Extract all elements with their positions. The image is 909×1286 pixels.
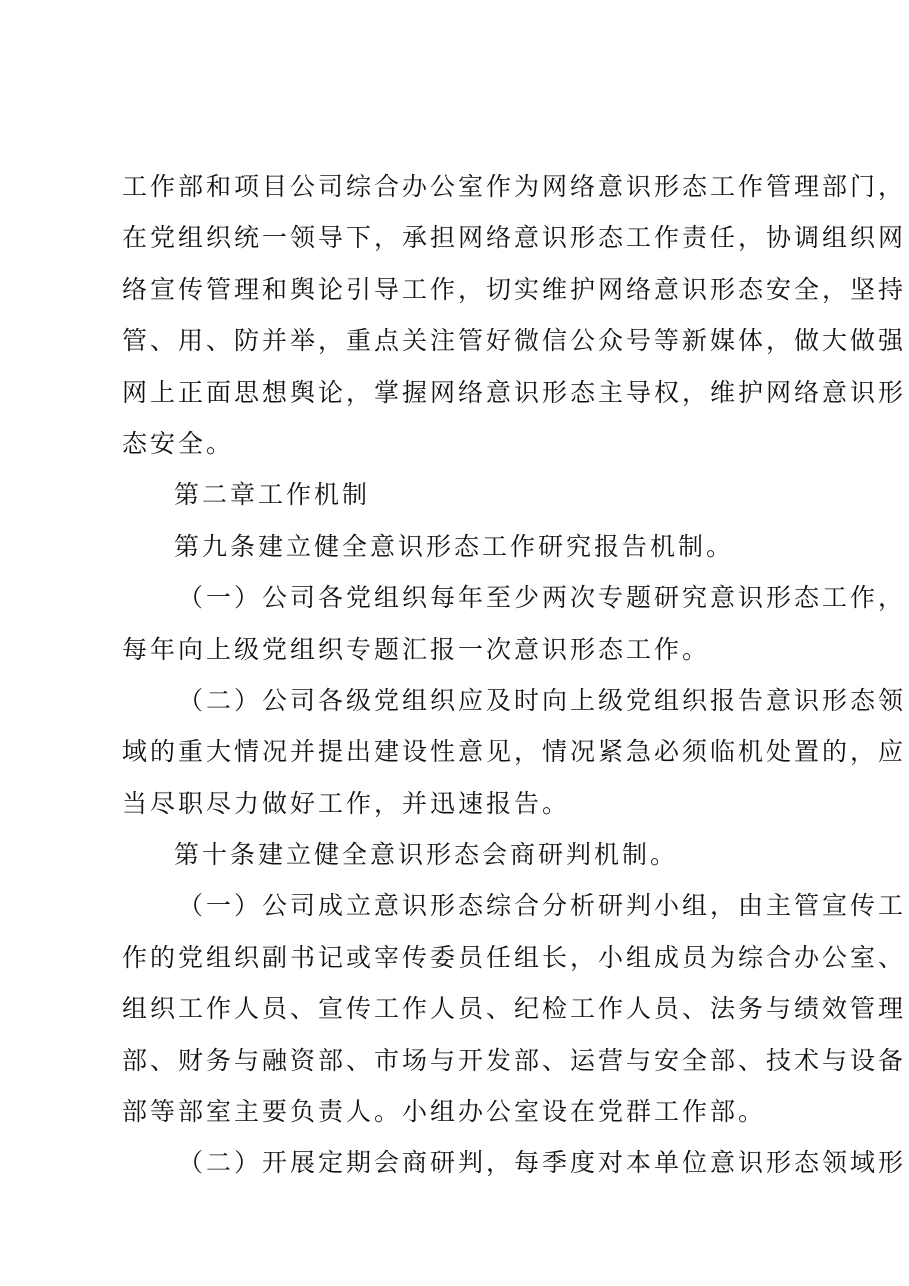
article-10-heading (122, 829, 822, 880)
article-9-item-2 (122, 675, 907, 829)
document-body (122, 161, 907, 1189)
text-line: （一）公司各党组织每年至少两次专题研究意识形态工作， (178, 583, 907, 613)
article-9-heading (122, 521, 822, 572)
article-title: 第十条建立健全意识形态会商研判机制。 (174, 840, 679, 870)
text-line: 网上正面思想舆论，掌握网络意识形态主导权，维护网络意识形 (122, 377, 907, 407)
text-line: （二）开展定期会商研判，每季度对本单位意识形态领域形 (178, 1148, 907, 1178)
text-line: 组织工作人员、宣传工作人员、纪检工作人员、法务与绩效管理 (122, 994, 907, 1024)
article-10-item-1 (122, 880, 907, 1137)
text-line: 工作部和项目公司综合办公室作为网络意识形态工作管理部门， (122, 172, 907, 201)
text-line: （二）公司各级党组织应及时向上级党组织报告意识形态领 (178, 685, 907, 715)
text-line: 管、用、防并举，重点关注管好微信公众号等新媒体，做大做强 (122, 326, 907, 356)
text-line: 当尽职尽力做好工作，并迅速报告。 (122, 788, 571, 818)
text-line: 态安全。 (122, 428, 235, 458)
chapter-title: 第二章工作机制 (174, 480, 371, 510)
chapter-heading (122, 469, 822, 520)
text-line: 部等部室主要负责人。小组办公室设在党群工作部。 (122, 1097, 767, 1127)
article-title: 第九条建立健全意识形态工作研究报告机制。 (174, 531, 735, 561)
article-10-item-2 (122, 1137, 907, 1188)
text-line: 络宣传管理和舆论引导工作，切实维护网络意识形态安全，坚持 (122, 274, 907, 304)
text-line: 在党组织统一领导下，承担网络意识形态工作责任，协调组织网 (122, 223, 907, 253)
text-line: 作的党组织副书记或宰传委员任组长，小组成员为综合办公室、 (122, 942, 907, 972)
article-9-item-1 (122, 572, 907, 675)
text-line: 域的重大情况并提出建设性意见，情况紧急必须临机处置的，应 (122, 737, 907, 767)
paragraph-network-ideology-responsibility (122, 161, 907, 469)
text-line: （一）公司成立意识形态综合分析研判小组，由主管宣传工 (178, 891, 907, 921)
text-line: 每年向上级党组织专题汇报一次意识形态工作。 (122, 634, 711, 664)
text-line: 部、财务与融资部、市场与开发部、运营与安全部、技术与设备 (122, 1045, 907, 1075)
